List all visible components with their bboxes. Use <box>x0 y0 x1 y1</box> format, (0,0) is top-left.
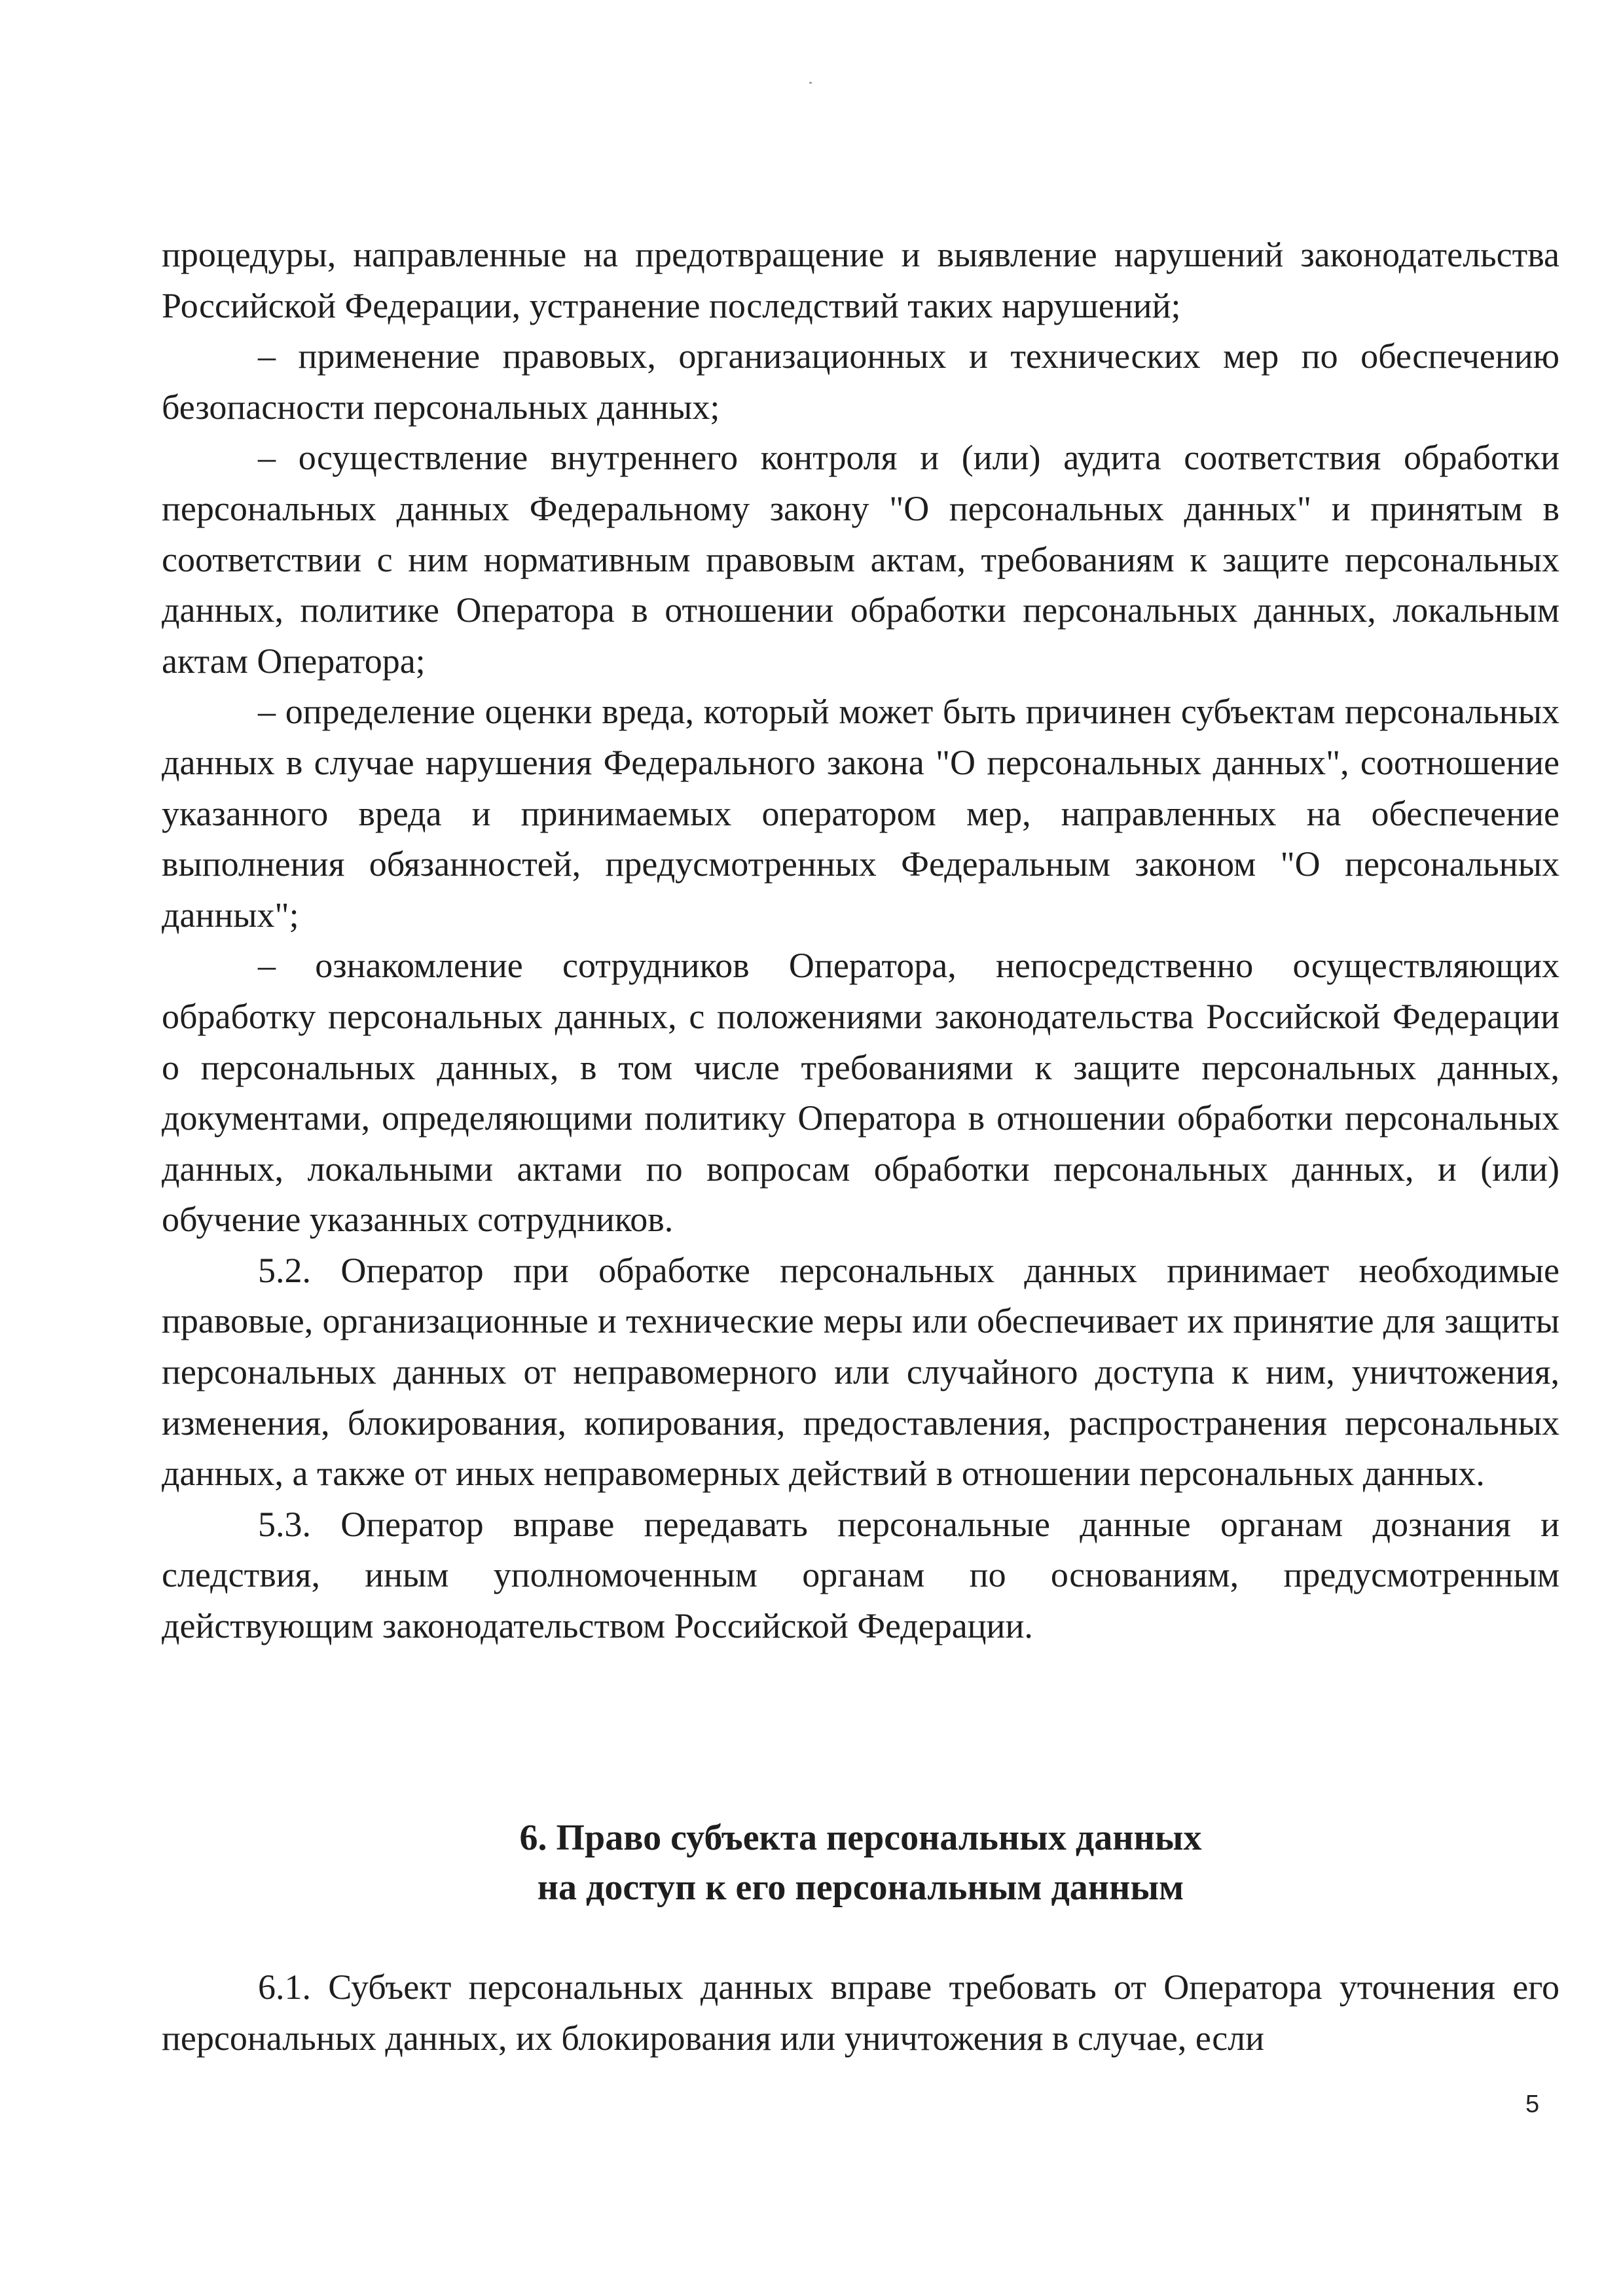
paragraph-internal-control: – осуществление внутреннего контроля и (или) аудита соответствия обработки персональных данных Федеральному закону "О персональных данных" и принятым в соответствии с ним нормативным правовым актам, требованиям к защите персональных данных, политике Оператора в отношении обработки персональных данных, локальным актам Оператора; <box>162 438 1559 681</box>
paragraph-6-1: 6.1. Субъект персональных данных вправе требовать от Оператора уточнения его персональных данных, их блокирования или уничтожения в случае, если <box>162 1967 1559 2058</box>
body-text-top <box>162 230 1559 1652</box>
page-number: 5 <box>1525 2090 1540 2118</box>
paragraph-continuation: процедуры, направленные на предотвращение и выявление нарушений законодательства Российской Федерации, устранение последствий таких нарушений; <box>162 235 1559 325</box>
section-heading <box>162 1813 1559 1912</box>
paragraph-staff-training: – ознакомление сотрудников Оператора, непосредственно осуществляющих обработку персональных данных, с положениями законодательства Российской Федерации о персональных данных, в том числе требованиями к защите персональных данных, документами, определяющими политику Оператора в отношении обработки персональных данных, локальными актами по вопросам обработки персональных данных, и (или) обучение указанных сотрудников. <box>162 946 1559 1240</box>
paragraph-legal-measures: – применение правовых, организационных и технических мер по обеспечению безопасности персональных данных; <box>162 336 1559 427</box>
section-heading-line-1: 6. Право субъекта персональных данных <box>519 1818 1202 1858</box>
paragraph-harm-assessment: – определение оценки вреда, который может быть причинен субъектам персональных данных в случае нарушения Федерального закона "О персональных данных", соотношение указанного вреда и принимаемых оператором мер, направленных на обеспечение выполнения обязанностей, предусмотренных Федеральным законом "О персональных данных"; <box>162 692 1559 935</box>
body-text-bottom <box>162 1962 1559 2064</box>
paragraph-5-3: 5.3. Оператор вправе передавать персональные данные органам дознания и следствия, иным уполномоченным органам по основаниям, предусмотренным действующим законодательством Российской Федерации. <box>162 1504 1559 1646</box>
section-heading-line-2: на доступ к его персональным данным <box>537 1867 1184 1908</box>
paragraph-5-2: 5.2. Оператор при обработке персональных данных принимает необходимые правовые, организационные и технические меры или обеспечивает их принятие для защиты персональных данных от неправомерного или случайного доступа к ним, уничтожения, изменения, блокирования, копирования, предоставления, распространения персональных данных, а также от иных неправомерных действий в отношении персональных данных. <box>162 1250 1559 1494</box>
scan-artifact <box>809 82 812 84</box>
